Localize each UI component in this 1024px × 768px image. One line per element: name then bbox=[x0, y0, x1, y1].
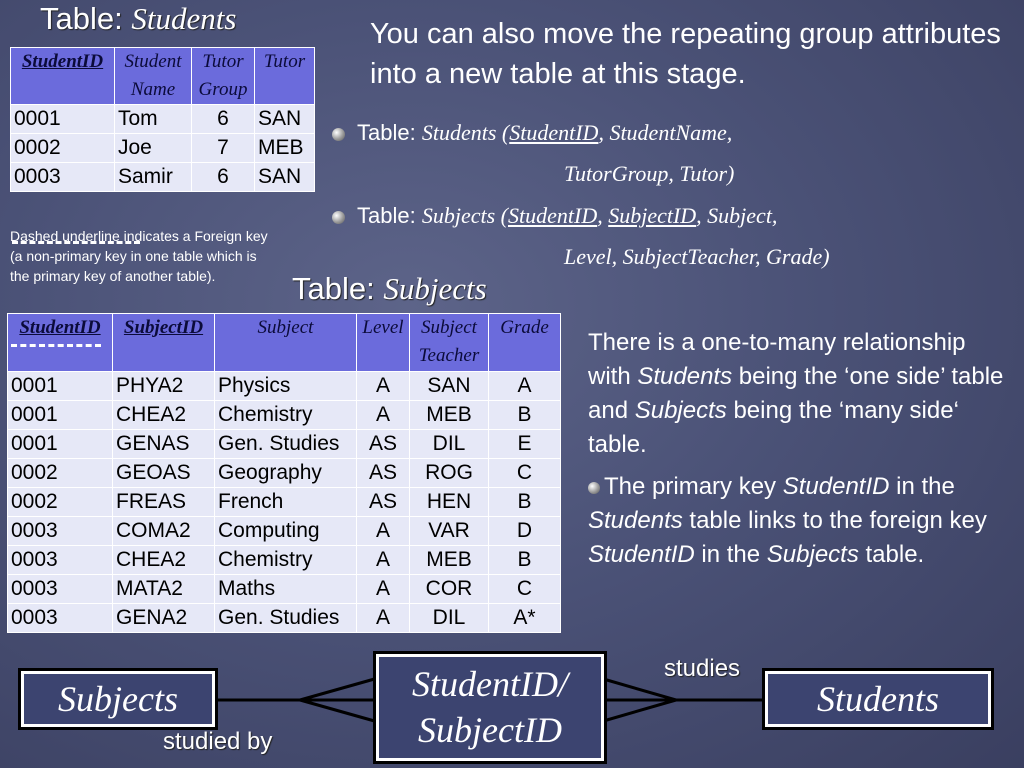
primary-key-paragraph: The primary key StudentID in the Students table links to the foreign key StudentID in the Subjects table. bbox=[588, 473, 987, 568]
cell: SAN bbox=[255, 105, 315, 134]
header-subjectid: SubjectID bbox=[113, 314, 215, 372]
subjects-table-title: Table: Subjects bbox=[292, 271, 487, 306]
header-studentid: StudentID bbox=[11, 48, 115, 105]
entity-students: Students bbox=[762, 668, 994, 730]
cell: SAN bbox=[410, 372, 489, 401]
foreign-key-note: Dashed underline indicates a Foreign key (a non-primary key in one table which is the primary key of another table). bbox=[10, 228, 268, 284]
cell: A bbox=[357, 401, 410, 430]
cell: 0001 bbox=[11, 105, 115, 134]
cell: French bbox=[215, 488, 357, 517]
table-row bbox=[11, 134, 315, 163]
cell: 0003 bbox=[8, 517, 113, 546]
cell: 0003 bbox=[11, 163, 115, 192]
cell: SAN bbox=[255, 163, 315, 192]
cell: D bbox=[489, 517, 561, 546]
title-label: Table: bbox=[40, 1, 123, 36]
cell: GENA2 bbox=[113, 604, 215, 633]
cell: A bbox=[489, 372, 561, 401]
cell: Gen. Studies bbox=[215, 430, 357, 459]
cell: A bbox=[357, 546, 410, 575]
cell: B bbox=[489, 546, 561, 575]
cell: Joe bbox=[115, 134, 192, 163]
cell: Chemistry bbox=[215, 401, 357, 430]
cell: A bbox=[357, 604, 410, 633]
cell: GENAS bbox=[113, 430, 215, 459]
cell: 6 bbox=[192, 105, 255, 134]
cell: 6 bbox=[192, 163, 255, 192]
cell: AS bbox=[357, 459, 410, 488]
cell: C bbox=[489, 459, 561, 488]
cell: AS bbox=[357, 488, 410, 517]
header-subject-teacher: Subject Teacher bbox=[410, 314, 489, 372]
header-tutor-group: Tutor Group bbox=[192, 48, 255, 105]
table-row bbox=[8, 604, 561, 633]
cell: Physics bbox=[215, 372, 357, 401]
bullet-students: Table: Students (StudentID, StudentName, TutorGroup, Tutor) bbox=[332, 112, 1012, 194]
cell: Tom bbox=[115, 105, 192, 134]
subjects-table bbox=[7, 313, 561, 633]
label-studied-by: studied by bbox=[163, 728, 273, 755]
table-row bbox=[8, 488, 561, 517]
cell: A bbox=[357, 372, 410, 401]
cell: VAR bbox=[410, 517, 489, 546]
cell: 0003 bbox=[8, 575, 113, 604]
bullet-icon bbox=[588, 482, 600, 494]
table-row bbox=[8, 546, 561, 575]
cell: A bbox=[357, 517, 410, 546]
cell: MEB bbox=[410, 401, 489, 430]
cell: Maths bbox=[215, 575, 357, 604]
relationship-paragraph: There is a one-to-many relationship with Students being the ‘one side’ table and Subjects being the ‘many side‘ table. bbox=[588, 329, 1004, 458]
cell: 0002 bbox=[11, 134, 115, 163]
cell: 7 bbox=[192, 134, 255, 163]
cell: Chemistry bbox=[215, 546, 357, 575]
entity-subjects: Subjects bbox=[18, 668, 218, 730]
entity-studentid-subjectid: StudentID/ SubjectID bbox=[373, 651, 607, 764]
cell: 0002 bbox=[8, 488, 113, 517]
students-table-title bbox=[40, 2, 236, 36]
cell: Geography bbox=[215, 459, 357, 488]
students-table bbox=[10, 47, 315, 192]
table-row bbox=[8, 459, 561, 488]
label-studies: studies bbox=[664, 655, 741, 682]
cell: C bbox=[489, 575, 561, 604]
header-student-name: Student Name bbox=[115, 48, 192, 105]
table-row bbox=[11, 163, 315, 192]
cell: B bbox=[489, 488, 561, 517]
cell: E bbox=[489, 430, 561, 459]
table-row bbox=[8, 575, 561, 604]
bullet-icon bbox=[332, 128, 345, 141]
cell: 0001 bbox=[8, 401, 113, 430]
cell: A* bbox=[489, 604, 561, 633]
intro-text: You can also move the repeating group attributes into a new table at this stage. bbox=[370, 18, 1001, 90]
cell: Gen. Studies bbox=[215, 604, 357, 633]
cell: PHYA2 bbox=[113, 372, 215, 401]
cell: CHEA2 bbox=[113, 401, 215, 430]
cell: MEB bbox=[410, 546, 489, 575]
cell: MATA2 bbox=[113, 575, 215, 604]
table-row bbox=[8, 372, 561, 401]
cell: 0001 bbox=[8, 430, 113, 459]
cell: Samir bbox=[115, 163, 192, 192]
table-row bbox=[8, 517, 561, 546]
cell: 0001 bbox=[8, 372, 113, 401]
cell: A bbox=[357, 575, 410, 604]
cell: COR bbox=[410, 575, 489, 604]
cell: HEN bbox=[410, 488, 489, 517]
header-subject: Subject bbox=[215, 314, 357, 372]
cell: 0002 bbox=[8, 459, 113, 488]
cell: DIL bbox=[410, 604, 489, 633]
table-row bbox=[8, 430, 561, 459]
cell: B bbox=[489, 401, 561, 430]
cell: FREAS bbox=[113, 488, 215, 517]
cell: DIL bbox=[410, 430, 489, 459]
header-level: Level bbox=[357, 314, 410, 372]
bullet-icon bbox=[332, 211, 345, 224]
cell: MEB bbox=[255, 134, 315, 163]
cell: 0003 bbox=[8, 546, 113, 575]
cell: AS bbox=[357, 430, 410, 459]
cell: COMA2 bbox=[113, 517, 215, 546]
header-studentid: StudentID bbox=[8, 314, 113, 372]
cell: ROG bbox=[410, 459, 489, 488]
cell: Computing bbox=[215, 517, 357, 546]
cell: CHEA2 bbox=[113, 546, 215, 575]
cell: GEOAS bbox=[113, 459, 215, 488]
table-row bbox=[11, 105, 315, 134]
cell: 0003 bbox=[8, 604, 113, 633]
table-row bbox=[8, 401, 561, 430]
bullet-subjects: Table: Subjects (StudentID, SubjectID, Subject, Level, SubjectTeacher, Grade) bbox=[332, 195, 1012, 277]
header-grade: Grade bbox=[489, 314, 561, 372]
title-name: Students bbox=[131, 1, 237, 36]
header-tutor: Tutor bbox=[255, 48, 315, 105]
